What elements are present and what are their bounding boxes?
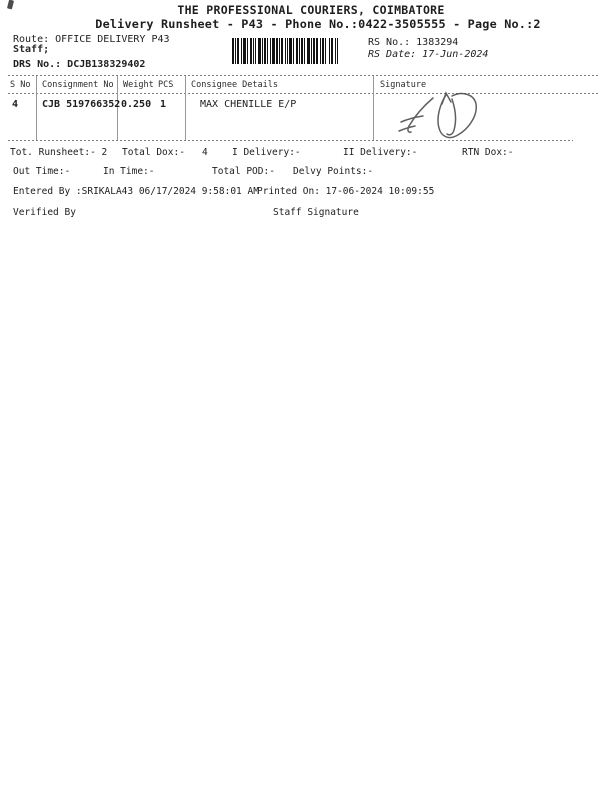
rs-no-text: RS No.: 1383294 (368, 37, 459, 48)
delvy-points-label: Delvy Points:- (293, 166, 374, 177)
rtn-dox-label: RTN Dox:- (462, 147, 514, 158)
drs-no-text: DRS No.: DCJB138329402 (13, 59, 146, 70)
out-time-label: Out Time:- (13, 166, 71, 177)
staff-signature-label: Staff Signature (273, 207, 359, 218)
col-header-weight: Weight (123, 80, 154, 90)
cell-s-no: 4 (12, 99, 19, 110)
printed-on-text: Printed On: 17-06-2024 10:09:55 (257, 186, 435, 197)
barcode (232, 38, 340, 64)
i-delivery-label: I Delivery:- (232, 147, 301, 158)
col-header-signature: Signature (380, 80, 427, 90)
table-column-line (36, 76, 37, 140)
barcode-gap (338, 38, 340, 64)
col-header-pcs: PCS (158, 80, 174, 90)
col-header-s-no: S No (10, 80, 31, 90)
table-column-line (373, 76, 374, 140)
company-title: THE PROFESSIONAL COURIERS, COIMBATORE (177, 3, 445, 17)
handwritten-signature (388, 90, 488, 145)
cell-weight: 0.250 (121, 99, 152, 110)
table-top-divider (8, 75, 598, 76)
runsheet-subtitle: Delivery Runsheet - P43 - Phone No.:0422-3505555 - Page No.:2 (95, 17, 541, 31)
cell-consignee-details: MAX CHENILLE E/P (200, 99, 297, 110)
total-pod-label: Total POD:- (212, 166, 275, 177)
route-text: Route: OFFICE DELIVERY P43 (13, 34, 170, 45)
cell-consignment-no: CJB 519766352 (42, 99, 121, 110)
in-time-label: In Time:- (103, 166, 155, 177)
col-header-consignee-details: Consignee Details (191, 80, 278, 90)
table-column-line (185, 76, 186, 140)
tot-runsheet-text: Tot. Runsheet:- 2 (10, 147, 108, 158)
col-header-consignment-no: Consignment No (42, 80, 114, 90)
rs-date-text: RS Date: 17-Jun-2024 (368, 49, 489, 60)
staff-text: Staff; (13, 44, 50, 55)
total-dox-value: 4 (202, 147, 208, 158)
verified-by-label: Verified By (13, 207, 76, 218)
entered-by-text: Entered By :SRIKALA43 06/17/2024 9:58:01 AM (13, 186, 259, 197)
total-dox-label: Total Dox:- (122, 147, 185, 158)
table-bottom-divider (8, 140, 573, 141)
table-header-divider (8, 93, 598, 94)
cell-pcs: 1 (160, 99, 167, 110)
ii-delivery-label: II Delivery:- (343, 147, 418, 158)
